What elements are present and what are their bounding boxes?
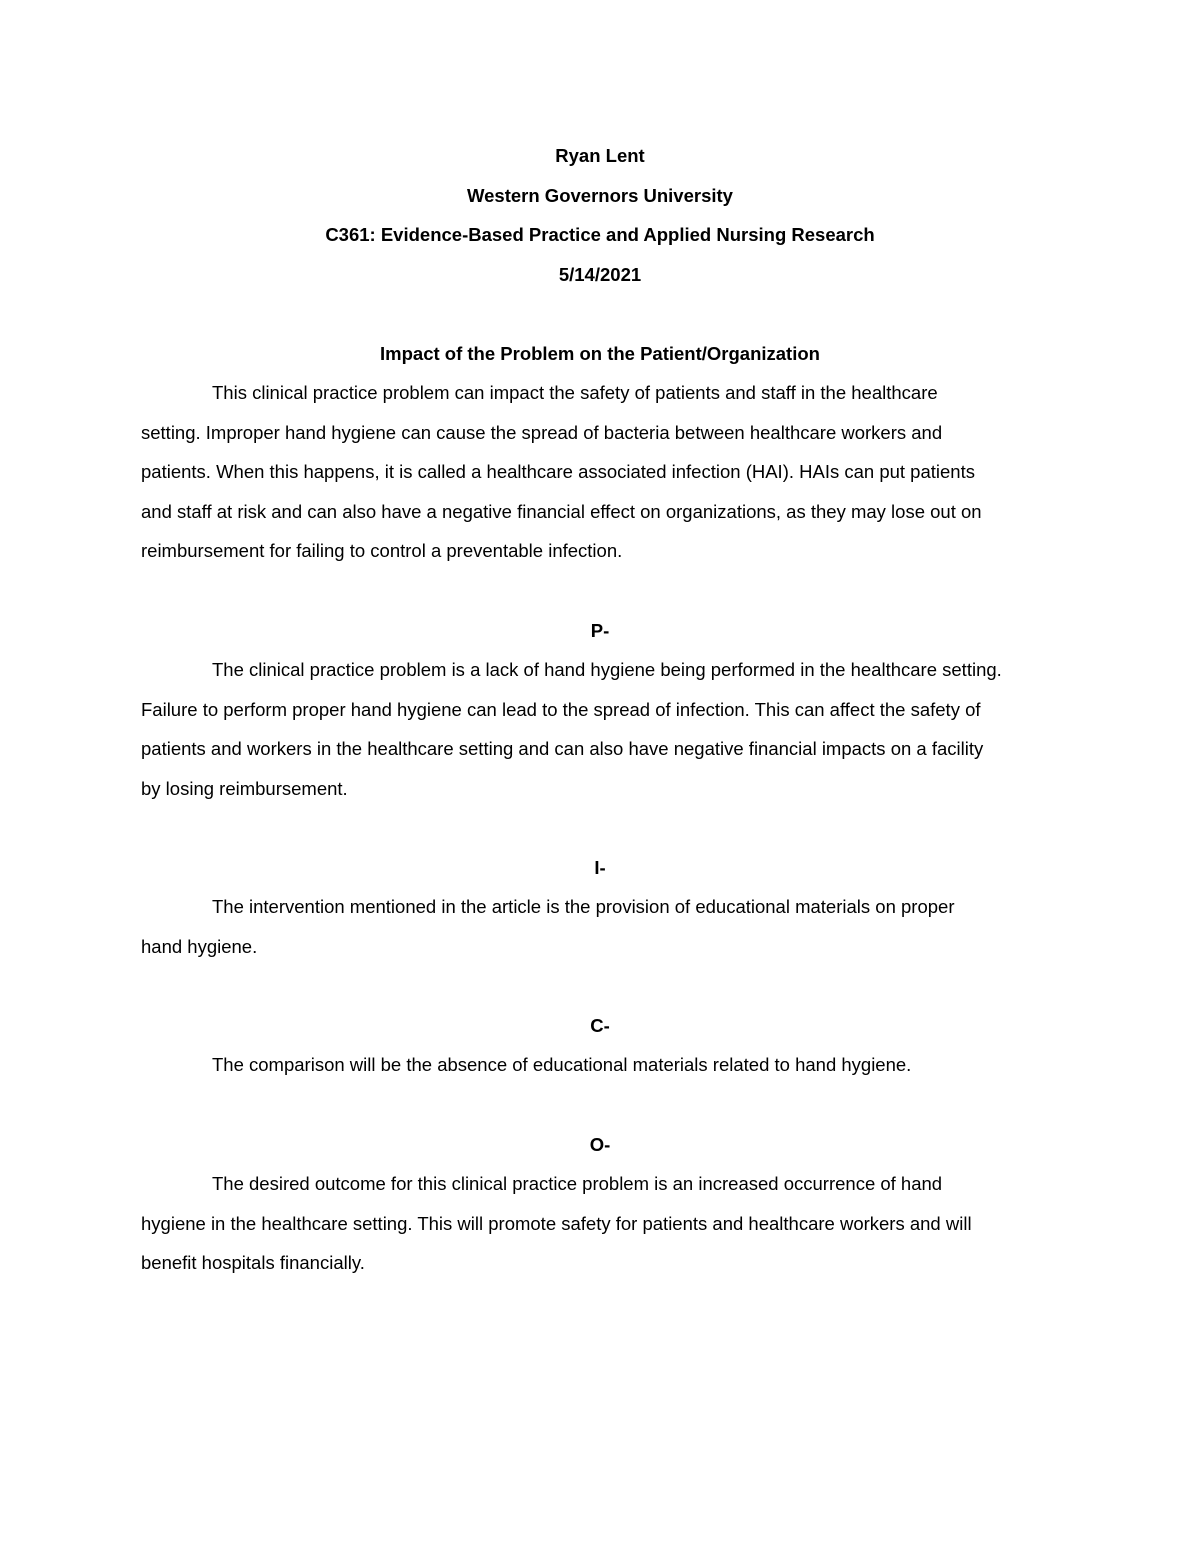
p-paragraph-line: patients and workers in the healthcare setting and can also have negative financial impacts on a facility bbox=[141, 738, 984, 759]
course-title: C361: Evidence-Based Practice and Applied Nursing Research bbox=[325, 224, 875, 245]
i-section-label: I- bbox=[594, 857, 606, 878]
o-paragraph-line: The desired outcome for this clinical practice problem is an increased occurrence of hand bbox=[212, 1173, 943, 1194]
institution-name: Western Governors University bbox=[467, 185, 733, 206]
i-paragraph-line: The intervention mentioned in the article is the provision of educational materials on proper bbox=[212, 896, 955, 917]
p-paragraph-line: Failure to perform proper hand hygiene can lead to the spread of infection. This can affect the safety of bbox=[141, 699, 981, 720]
p-paragraph-line: The clinical practice problem is a lack of hand hygiene being performed in the healthcare setting. bbox=[212, 659, 1002, 680]
impact-paragraph-line: This clinical practice problem can impact the safety of patients and staff in the healthcare bbox=[212, 382, 938, 403]
author-name: Ryan Lent bbox=[555, 145, 645, 166]
impact-heading: Impact of the Problem on the Patient/Organization bbox=[380, 343, 820, 364]
impact-paragraph-line: setting. Improper hand hygiene can cause the spread of bacteria between healthcare workers and bbox=[141, 422, 943, 443]
p-section-label: P- bbox=[590, 620, 610, 641]
document-date: 5/14/2021 bbox=[558, 264, 642, 285]
o-section-label: O- bbox=[589, 1134, 611, 1155]
p-paragraph-line: by losing reimbursement. bbox=[141, 778, 348, 799]
impact-paragraph-line: and staff at risk and can also have a negative financial effect on organizations, as they may lose out on bbox=[141, 501, 982, 522]
c-paragraph-line: The comparison will be the absence of educational materials related to hand hygiene. bbox=[212, 1054, 912, 1075]
c-section-label: C- bbox=[590, 1015, 610, 1036]
impact-paragraph-line: patients. When this happens, it is called a healthcare associated infection (HAI). HAIs can put patients bbox=[141, 461, 975, 482]
impact-paragraph-line: reimbursement for failing to control a preventable infection. bbox=[141, 540, 623, 561]
o-paragraph-line: benefit hospitals financially. bbox=[141, 1252, 365, 1273]
o-paragraph-line: hygiene in the healthcare setting. This will promote safety for patients and healthcare workers and will bbox=[141, 1213, 972, 1234]
i-paragraph-line: hand hygiene. bbox=[141, 936, 258, 957]
